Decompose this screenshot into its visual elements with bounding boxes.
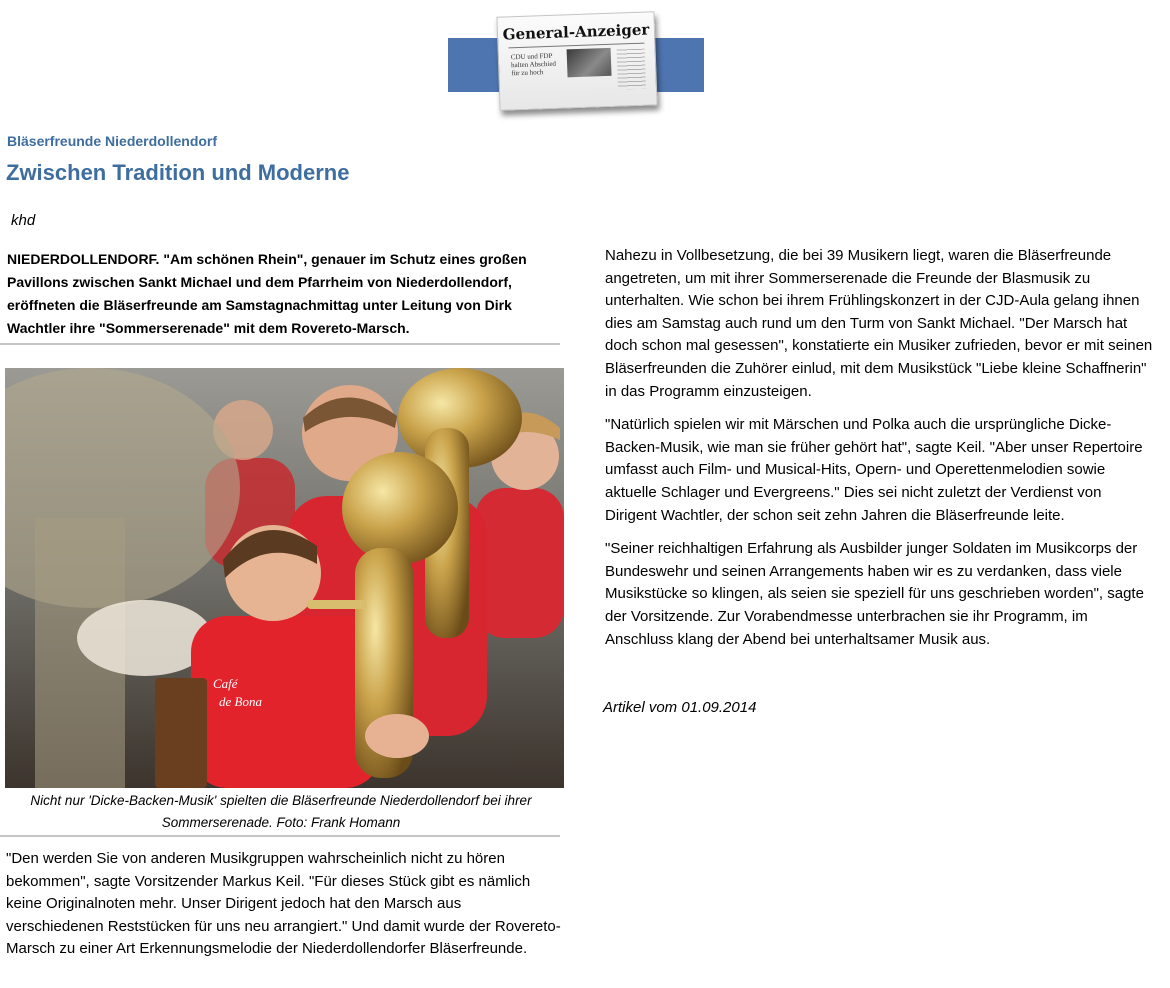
paragraph: "Seiner reichhaltigen Erfahrung als Ausbilder junger Soldaten im Musikcorps der Bundeswehr und seinen Arrangements haben wir es zu verdanken, dass viele Musikstücke so klingen, als seien sie speziell für uns geschrieben worden", sagte der Vorsitzende. Zur Vorabendmesse unterbrachen sie ihr Programm, im Anschluss klang der Abend bei unterhaltsamer Musik aus. bbox=[605, 540, 1144, 648]
newspaper-photo bbox=[567, 48, 612, 78]
newspaper-column bbox=[617, 49, 646, 90]
newspaper-icon bbox=[496, 11, 657, 110]
newspaper-rule bbox=[508, 43, 644, 49]
article-photo[interactable] bbox=[5, 368, 564, 788]
article-body-left: "Den werden Sie von anderen Musikgruppen wahrscheinlich nicht zu hören bekommen", sagte Vorsitzender Markus Keil. "Für dieses Stück gibt es nämlich keine Originalnoten mehr. Unser Dirigent jedoch hat den Marsch aus verschiedenen Reststücken für uns neu arrangiert." Und damit wurde der Rovereto-Marsch zu einer Art Erkennungsmelodie der Niederdollendorfer Bläserfreunde. bbox=[6, 850, 561, 958]
shirt-print-line-1: Café bbox=[213, 676, 238, 691]
newspaper-logo[interactable] bbox=[448, 14, 704, 110]
article-kicker: Bläserfreunde Niederdollendorf bbox=[7, 133, 218, 149]
newspaper-subheadline: CDU und FDP halten Abschied für zu hoch bbox=[510, 51, 557, 78]
divider-top bbox=[0, 343, 560, 345]
paragraph: Nahezu in Vollbesetzung, die bei 39 Musikern liegt, waren die Bläserfreunde angetreten, um mit ihrer Sommerserenade die Freunde der Blasmusik zu unterhalten. Wie schon bei ihrem Frühlingskonzert in der CJD-Aula gelang ihnen dies am Samstag auch rund um den Turm von Sankt Michael. "Der Marsch hat doch schon mal gesessen", konstatierte ein Musiker zufrieden, bevor er mit seinen Bläserfreunden die Zuhörer einlud, mit dem Musikstück "Liebe kleine Schaffnerin" in das Programm einzusteigen. bbox=[605, 247, 1153, 400]
article-headline: Zwischen Tradition und Moderne bbox=[6, 160, 350, 185]
article-dateline: Artikel vom 01.09.2014 bbox=[603, 699, 757, 716]
divider-bottom bbox=[0, 835, 560, 837]
newspaper-title: General-Anzeiger bbox=[502, 20, 650, 44]
photo-caption: Nicht nur 'Dicke-Backen-Musik' spielten die Bläserfreunde Niederdollendorf bei ihrer Sommerserenade. Foto: Frank Homann bbox=[30, 793, 532, 830]
article-body-right bbox=[605, 245, 1157, 662]
article-author: khd bbox=[11, 212, 36, 229]
article-lead: NIEDERDOLLENDORF. "Am schönen Rhein", genauer im Schutz eines großen Pavillons zwischen Sankt Michael und dem Pfarrheim von Niederdollendorf, eröffneten die Bläserfreunde am Samstagnachmittag unter Leitung von Dirk Wachtler ihre "Sommerserenade" mit dem Rovereto-Marsch. bbox=[7, 251, 527, 336]
shirt-print-line-2: de Bona bbox=[219, 694, 262, 709]
paragraph: "Natürlich spielen wir mit Märschen und Polka auch die ursprüngliche Dicke-Backen-Musik, wie man sie früher gehört hat", sagte Keil. "Aber unser Repertoire umfasst auch Film- und Musical-Hits, Opern- und Operettenmelodien sowie aktuelle Schlager und Evergreens." Dies sei nicht zuletzt der Verdienst von Dirigent Wachtler, der schon seit zehn Jahren die Bläserfreunde leite. bbox=[605, 416, 1143, 524]
photo-illustration bbox=[5, 368, 564, 788]
